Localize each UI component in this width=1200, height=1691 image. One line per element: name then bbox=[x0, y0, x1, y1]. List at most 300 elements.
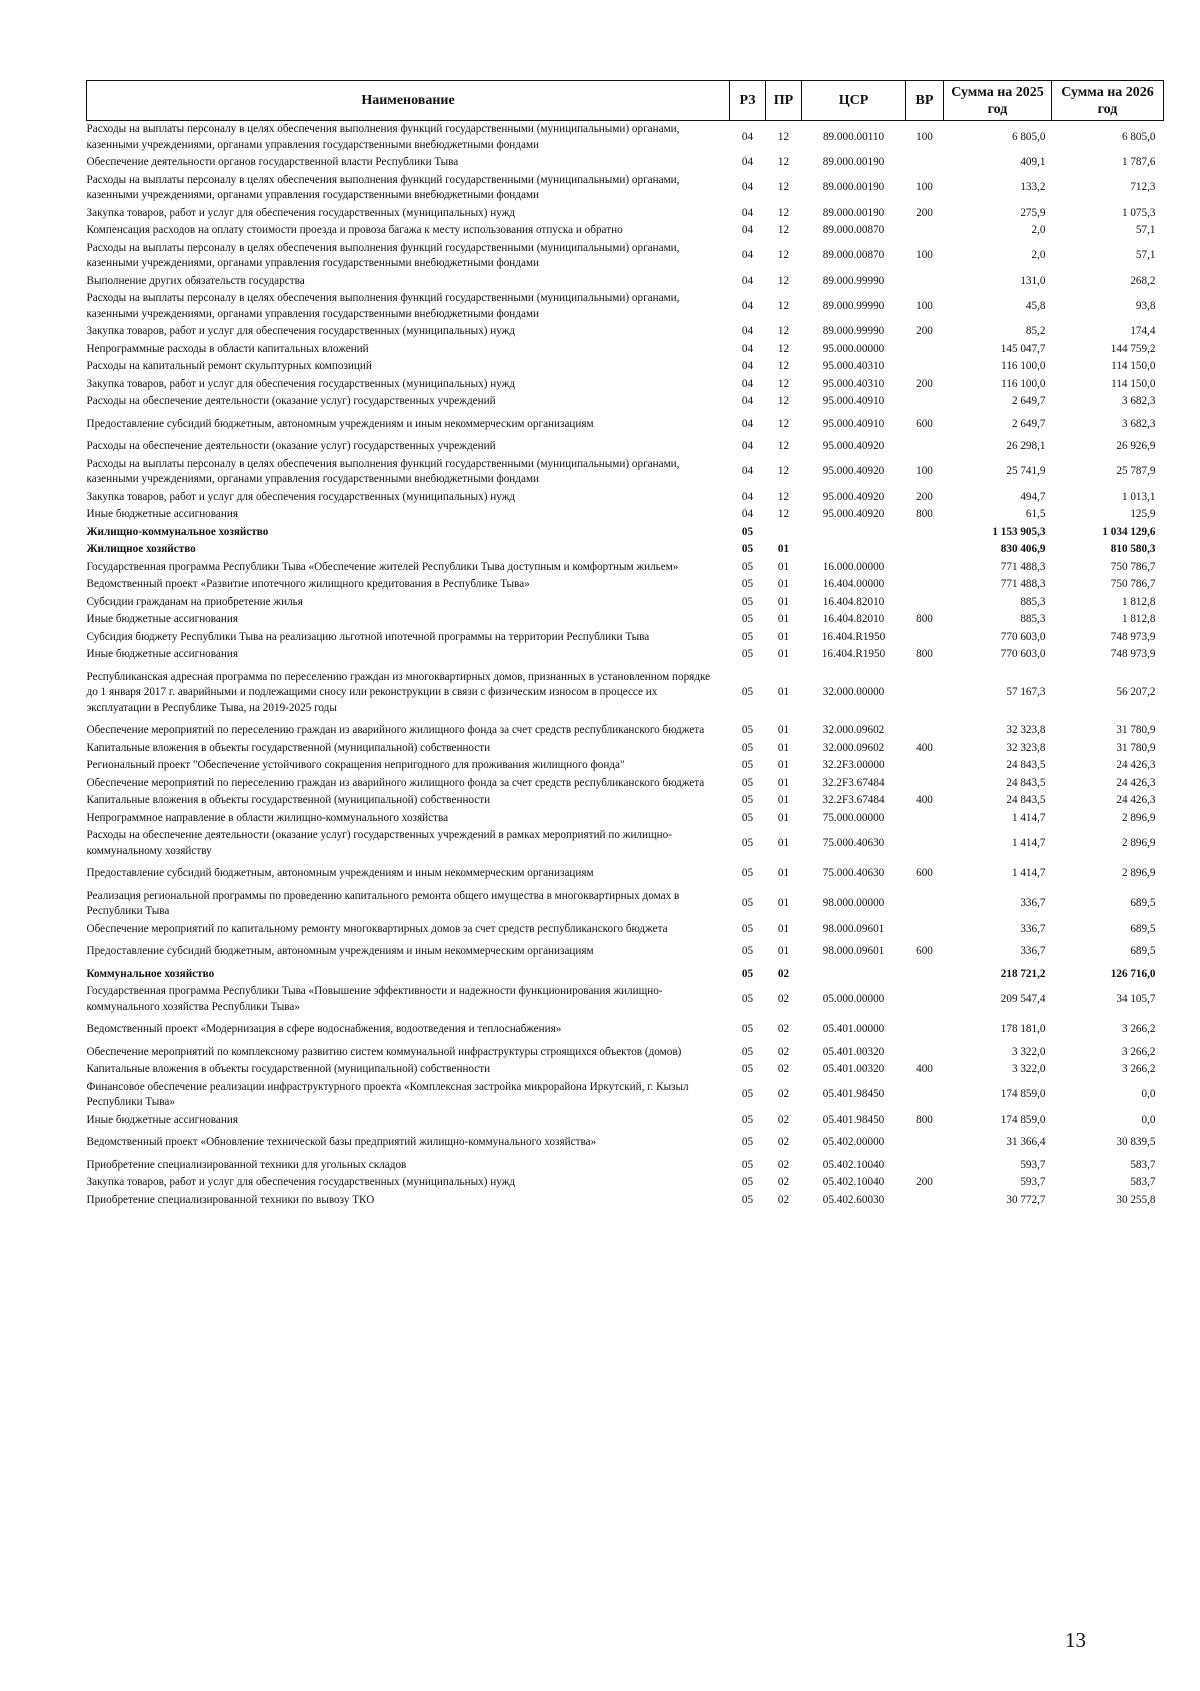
cell-name: Расходы на выплаты персоналу в целях обеспечения выполнения функций государственными (муниципальными) органами, казенными учреждениями, органами управления государственными внебюджетными фондами bbox=[86, 241, 680, 269]
cell-vr: 200 bbox=[916, 1176, 933, 1188]
cell-csr: 95.000.40910 bbox=[822, 417, 885, 430]
cell-sum-2025: 133,2 bbox=[1020, 181, 1046, 194]
cell-rz: 05 bbox=[741, 613, 754, 625]
cell-csr: 16.404.00000 bbox=[822, 578, 885, 590]
cell-name: Закупка товаров, работ и услуг для обеспечения государственных (муниципальных) нужд bbox=[86, 1176, 516, 1188]
cell-name: Иные бюджетные ассигнования bbox=[86, 613, 238, 625]
cell-vr: 100 bbox=[916, 130, 933, 143]
cell-pr: 12 bbox=[777, 249, 790, 262]
cell-sum-2026: 57,1 bbox=[1135, 224, 1156, 236]
cell-name: Капитальные вложения в объекты государственной (муниципальной) собственности bbox=[86, 741, 491, 754]
cell-rz: 05 bbox=[741, 992, 754, 1005]
cell-rz: 05 bbox=[741, 1088, 754, 1101]
cell-csr: 95.000.40910 bbox=[822, 395, 885, 407]
cell-pr: 12 bbox=[777, 395, 790, 407]
cell-sum-2025: 131,0 bbox=[1020, 274, 1046, 287]
cell-rz: 04 bbox=[741, 325, 754, 337]
cell-pr: 12 bbox=[777, 325, 790, 337]
table-row bbox=[87, 594, 1164, 612]
cell-pr: 01 bbox=[777, 945, 790, 957]
cell-rz: 05 bbox=[741, 759, 754, 771]
cell-csr: 16.000.00000 bbox=[822, 560, 885, 573]
cell-rz: 05 bbox=[741, 741, 754, 754]
cell-sum-2025: 2 649,7 bbox=[1011, 417, 1046, 430]
cell-pr: 02 bbox=[777, 1158, 790, 1171]
cell-sum-2025: 1 414,7 bbox=[1011, 867, 1046, 879]
cell-pr: 02 bbox=[777, 1113, 790, 1126]
cell-sum-2025: 494,7 bbox=[1020, 490, 1046, 503]
cell-pr: 01 bbox=[777, 613, 790, 625]
cell-rz: 05 bbox=[741, 867, 754, 879]
cell-pr: 12 bbox=[777, 181, 790, 194]
table-row bbox=[87, 1061, 1164, 1079]
header-vr: ВР bbox=[906, 81, 944, 121]
cell-sum-2025: 830 406,9 bbox=[1000, 543, 1046, 555]
cell-sum-2025: 771 488,3 bbox=[1000, 578, 1046, 590]
table-row bbox=[87, 1192, 1164, 1210]
cell-rz: 05 bbox=[741, 560, 754, 573]
cell-pr: 01 bbox=[777, 741, 790, 754]
cell-sum-2025: 61,5 bbox=[1025, 508, 1046, 520]
cell-sum-2026: 0,0 bbox=[1141, 1113, 1156, 1126]
table-row bbox=[87, 240, 1164, 273]
cell-pr: 01 bbox=[777, 897, 790, 910]
cell-vr: 800 bbox=[916, 648, 933, 660]
table-row bbox=[87, 376, 1164, 394]
cell-csr: 89.000.00870 bbox=[822, 224, 885, 236]
cell-csr: 32.000.00000 bbox=[822, 686, 885, 698]
cell-vr bbox=[906, 1152, 944, 1175]
table-row bbox=[87, 121, 1164, 155]
cell-pr: 02 bbox=[777, 1023, 790, 1035]
cell-rz: 05 bbox=[741, 1176, 754, 1188]
cell-name: Субсидия бюджету Республики Тыва на реализацию льготной ипотечной программы на территории Республики Тыва bbox=[86, 630, 650, 643]
cell-rz: 04 bbox=[741, 130, 754, 143]
cell-vr bbox=[906, 154, 944, 172]
cell-vr bbox=[906, 358, 944, 376]
cell-name: Республиканская адресная программа по переселению граждан из многоквартирных домов, признанных в установленном порядке до 1 января 2017 г. аварийными и подлежащими сносу или реконструкции в связи с физическим износом в процессе их эксплуатации в Республике Тыва, на 2019-2025 годы bbox=[86, 670, 711, 714]
table-row bbox=[87, 222, 1164, 240]
table-row bbox=[87, 860, 1164, 883]
cell-rz: 05 bbox=[741, 967, 754, 980]
table-row bbox=[87, 541, 1164, 559]
cell-rz: 05 bbox=[741, 1063, 754, 1075]
table-row bbox=[87, 646, 1164, 664]
cell-vr bbox=[906, 664, 944, 718]
cell-rz: 05 bbox=[741, 1136, 754, 1148]
cell-sum-2026: 30 255,8 bbox=[1116, 1193, 1156, 1206]
cell-pr: 12 bbox=[777, 440, 790, 452]
cell-vr: 800 bbox=[916, 508, 933, 520]
cell-pr: 12 bbox=[777, 508, 790, 520]
cell-csr: 05.401.98450 bbox=[822, 1113, 885, 1126]
cell-rz: 05 bbox=[741, 922, 754, 935]
cell-sum-2026: 57,1 bbox=[1135, 249, 1156, 262]
cell-sum-2026: 24 426,3 bbox=[1116, 794, 1156, 806]
cell-name: Расходы на выплаты персоналу в целях обеспечения выполнения функций государственными (муниципальными) органами, казенными учреждениями, органами управления государственными внебюджетными фондами bbox=[86, 123, 680, 151]
table-row bbox=[87, 456, 1164, 489]
cell-name: Жилищное хозяйство bbox=[86, 543, 196, 555]
cell-name: Государственная программа Республики Тыва «Обеспечение жителей Республики Тыва доступным и комфортным жильем» bbox=[86, 560, 679, 573]
cell-rz: 05 bbox=[741, 1113, 754, 1126]
cell-rz: 04 bbox=[741, 490, 754, 503]
cell-sum-2025: 3 322,0 bbox=[1011, 1045, 1046, 1058]
cell-csr: 95.000.40920 bbox=[822, 440, 885, 452]
table-row bbox=[87, 1152, 1164, 1175]
cell-rz: 05 bbox=[741, 897, 754, 910]
cell-sum-2026: 2 896,9 bbox=[1121, 867, 1156, 879]
cell-rz: 04 bbox=[741, 224, 754, 236]
cell-rz: 05 bbox=[741, 595, 754, 608]
table-row bbox=[87, 1079, 1164, 1112]
cell-sum-2026: 748 973,9 bbox=[1110, 648, 1156, 660]
cell-sum-2026: 30 839,5 bbox=[1116, 1136, 1156, 1148]
cell-pr: 01 bbox=[777, 560, 790, 573]
table-row bbox=[87, 983, 1164, 1016]
cell-rz: 05 bbox=[741, 578, 754, 590]
cell-pr: 01 bbox=[777, 578, 790, 590]
header-pr: ПР bbox=[766, 81, 802, 121]
table-row bbox=[87, 290, 1164, 323]
cell-name: Приобретение специализированной техники по вывозу ТКО bbox=[86, 1193, 375, 1206]
table-row bbox=[87, 433, 1164, 456]
cell-pr: 01 bbox=[777, 724, 790, 736]
cell-name: Расходы на выплаты персоналу в целях обеспечения выполнения функций государственными (муниципальными) органами, казенными учреждениями, органами управления государственными внебюджетными фондами bbox=[86, 292, 680, 320]
cell-sum-2026: 1 013,1 bbox=[1121, 490, 1156, 503]
cell-rz: 05 bbox=[741, 648, 754, 660]
cell-name: Жилищно-коммунальное хозяйство bbox=[86, 525, 269, 538]
cell-sum-2026: 3 266,2 bbox=[1121, 1023, 1156, 1035]
cell-sum-2025: 145 047,7 bbox=[1000, 342, 1046, 355]
cell-csr: 75.000.40630 bbox=[822, 867, 885, 879]
cell-csr bbox=[802, 524, 906, 542]
cell-rz: 05 bbox=[741, 794, 754, 806]
cell-csr: 05.402.10040 bbox=[822, 1158, 885, 1171]
cell-vr bbox=[906, 775, 944, 793]
cell-pr: 12 bbox=[777, 206, 790, 219]
table-row bbox=[87, 172, 1164, 205]
cell-pr: 12 bbox=[777, 130, 790, 143]
table-row bbox=[87, 883, 1164, 921]
cell-vr: 400 bbox=[916, 794, 933, 806]
cell-vr: 200 bbox=[916, 325, 933, 337]
cell-vr bbox=[906, 629, 944, 647]
cell-vr bbox=[906, 433, 944, 456]
budget-table-page bbox=[86, 80, 1163, 1209]
table-row bbox=[87, 1129, 1164, 1152]
cell-sum-2025: 116 100,0 bbox=[1001, 377, 1046, 390]
cell-name: Расходы на обеспечение деятельности (оказание услуг) государственных учреждений в рамках мероприятий по жилищно-коммунальному хозяйству bbox=[86, 829, 672, 857]
table-row bbox=[87, 411, 1164, 434]
table-row bbox=[87, 341, 1164, 359]
table-row bbox=[87, 921, 1164, 939]
cell-sum-2025: 32 323,8 bbox=[1006, 724, 1046, 736]
cell-name: Финансовое обеспечение реализации инфраструктурного проекта «Комплексная застройка микрорайона Иркутский, г. Кызыл Республики Тыва» bbox=[86, 1080, 689, 1108]
table-row bbox=[87, 393, 1164, 411]
cell-rz: 04 bbox=[741, 360, 754, 372]
cell-sum-2025: 174 859,0 bbox=[1000, 1113, 1046, 1126]
cell-rz: 05 bbox=[741, 686, 754, 698]
page-number: 13 bbox=[1065, 1628, 1086, 1652]
cell-csr: 75.000.40630 bbox=[822, 836, 885, 849]
cell-vr bbox=[906, 717, 944, 740]
cell-sum-2025: 770 603,0 bbox=[1000, 648, 1046, 660]
table-row bbox=[87, 792, 1164, 810]
cell-sum-2026: 126 716,0 bbox=[1110, 967, 1156, 980]
table-row bbox=[87, 323, 1164, 341]
cell-sum-2025: 593,7 bbox=[1020, 1158, 1046, 1171]
cell-csr: 98.000.00000 bbox=[822, 897, 885, 910]
cell-name: Закупка товаров, работ и услуг для обеспечения государственных (муниципальных) нужд bbox=[86, 377, 516, 390]
table-row bbox=[87, 740, 1164, 758]
cell-csr: 98.000.09601 bbox=[822, 922, 885, 935]
cell-sum-2025: 6 805,0 bbox=[1011, 130, 1046, 143]
cell-sum-2025: 45,8 bbox=[1025, 299, 1046, 312]
cell-csr: 16.404.R1950 bbox=[821, 630, 886, 643]
cell-vr: 800 bbox=[916, 613, 933, 625]
cell-name: Выполнение других обязательств государства bbox=[86, 274, 305, 287]
table-row bbox=[87, 1112, 1164, 1130]
cell-csr: 05.401.00320 bbox=[822, 1063, 885, 1075]
cell-sum-2026: 2 896,9 bbox=[1121, 811, 1156, 824]
cell-pr: 12 bbox=[777, 377, 790, 390]
cell-rz: 05 bbox=[741, 836, 754, 849]
cell-sum-2026: 2 896,9 bbox=[1121, 836, 1156, 849]
cell-csr: 32.2F3.00000 bbox=[822, 759, 885, 771]
header-sum-2026: Сумма на 2026 год bbox=[1052, 81, 1164, 121]
cell-sum-2026: 125,9 bbox=[1130, 508, 1156, 520]
cell-rz: 04 bbox=[741, 417, 754, 430]
cell-sum-2025: 336,7 bbox=[1020, 922, 1046, 935]
cell-rz: 04 bbox=[741, 206, 754, 219]
table-row bbox=[87, 524, 1164, 542]
cell-vr: 800 bbox=[916, 1113, 933, 1126]
cell-sum-2026: 31 780,9 bbox=[1116, 741, 1156, 754]
cell-sum-2025: 24 843,5 bbox=[1006, 759, 1046, 771]
cell-sum-2026: 689,5 bbox=[1130, 945, 1156, 957]
cell-sum-2025: 336,7 bbox=[1020, 945, 1046, 957]
table-row bbox=[87, 827, 1164, 860]
cell-name: Расходы на выплаты персоналу в целях обеспечения выполнения функций государственными (муниципальными) органами, казенными учреждениями, органами управления государственными внебюджетными фондами bbox=[86, 173, 680, 201]
cell-vr: 400 bbox=[916, 741, 933, 754]
cell-pr: 02 bbox=[777, 967, 790, 980]
cell-csr: 05.402.10040 bbox=[822, 1176, 885, 1188]
cell-sum-2025: 116 100,0 bbox=[1001, 360, 1046, 372]
cell-csr: 05.401.00320 bbox=[822, 1045, 885, 1058]
cell-sum-2026: 1 075,3 bbox=[1121, 206, 1156, 219]
table-header bbox=[87, 81, 1164, 121]
cell-rz: 05 bbox=[741, 1158, 754, 1171]
cell-pr: 01 bbox=[777, 595, 790, 608]
cell-rz: 04 bbox=[741, 156, 754, 168]
cell-sum-2025: 57 167,3 bbox=[1006, 686, 1046, 698]
cell-pr: 02 bbox=[777, 1088, 790, 1101]
cell-sum-2025: 770 603,0 bbox=[1000, 630, 1046, 643]
cell-pr: 01 bbox=[777, 836, 790, 849]
cell-pr: 02 bbox=[777, 1063, 790, 1075]
cell-csr: 95.000.40920 bbox=[822, 508, 885, 520]
cell-sum-2026: 114 150,0 bbox=[1111, 360, 1156, 372]
cell-name: Государственная программа Республики Тыва «Повышение эффективности и надежности функционирования жилищно-коммунального хозяйства Республики Тыва» bbox=[86, 985, 663, 1013]
cell-vr bbox=[906, 1192, 944, 1210]
cell-sum-2026: 750 786,7 bbox=[1110, 578, 1156, 590]
cell-pr: 01 bbox=[777, 867, 790, 879]
cell-csr bbox=[802, 541, 906, 559]
cell-sum-2025: 85,2 bbox=[1025, 325, 1046, 337]
cell-rz: 04 bbox=[741, 249, 754, 262]
cell-name: Обеспечение деятельности органов государственной власти Республики Тыва bbox=[86, 156, 459, 168]
cell-vr: 600 bbox=[916, 867, 933, 879]
cell-csr: 89.000.00110 bbox=[822, 130, 885, 143]
cell-rz: 05 bbox=[741, 776, 754, 789]
cell-sum-2025: 3 322,0 bbox=[1011, 1063, 1046, 1075]
cell-pr: 01 bbox=[777, 811, 790, 824]
cell-pr: 01 bbox=[777, 543, 790, 555]
table-row bbox=[87, 205, 1164, 223]
cell-rz: 05 bbox=[741, 525, 754, 538]
cell-csr: 05.402.00000 bbox=[822, 1136, 885, 1148]
cell-pr: 12 bbox=[777, 417, 790, 430]
cell-vr bbox=[906, 594, 944, 612]
cell-sum-2025: 32 323,8 bbox=[1006, 741, 1046, 754]
cell-name: Обеспечение мероприятий по комплексному развитию систем коммунальной инфраструктуры строящихся объектов (домов) bbox=[86, 1045, 682, 1058]
cell-pr: 12 bbox=[777, 299, 790, 312]
cell-vr bbox=[906, 1129, 944, 1152]
cell-vr: 100 bbox=[916, 465, 933, 478]
cell-sum-2026: 583,7 bbox=[1130, 1158, 1156, 1171]
cell-sum-2026: 583,7 bbox=[1130, 1176, 1156, 1188]
cell-csr: 16.404.82010 bbox=[822, 613, 885, 625]
cell-sum-2026: 1 787,6 bbox=[1121, 156, 1156, 168]
cell-sum-2025: 209 547,4 bbox=[1000, 992, 1046, 1005]
cell-csr: 95.000.40310 bbox=[822, 377, 885, 390]
cell-pr: 02 bbox=[777, 1045, 790, 1058]
table-row bbox=[87, 664, 1164, 718]
table-row bbox=[87, 938, 1164, 961]
table-row bbox=[87, 506, 1164, 524]
cell-sum-2025: 593,7 bbox=[1020, 1176, 1046, 1188]
table-row bbox=[87, 611, 1164, 629]
cell-vr bbox=[906, 576, 944, 594]
cell-csr: 89.000.99990 bbox=[822, 299, 885, 312]
cell-name: Региональный проект "Обеспечение устойчивого сокращения непригодного для проживания жилищного фонда" bbox=[86, 759, 625, 771]
cell-sum-2026: 3 266,2 bbox=[1121, 1063, 1156, 1075]
cell-pr bbox=[766, 524, 802, 542]
cell-csr: 95.000.40920 bbox=[822, 490, 885, 503]
header-sum-2025: Сумма на 2025 год bbox=[944, 81, 1052, 121]
cell-sum-2025: 2 649,7 bbox=[1011, 395, 1046, 407]
cell-vr bbox=[906, 1039, 944, 1062]
header-csr: ЦСР bbox=[802, 81, 906, 121]
cell-vr bbox=[906, 524, 944, 542]
cell-sum-2025: 24 843,5 bbox=[1006, 794, 1046, 806]
cell-sum-2026: 144 759,2 bbox=[1110, 342, 1156, 355]
cell-vr bbox=[906, 1016, 944, 1039]
table-row bbox=[87, 961, 1164, 984]
cell-rz: 05 bbox=[741, 1193, 754, 1206]
cell-sum-2026: 748 973,9 bbox=[1110, 630, 1156, 643]
cell-sum-2025: 218 721,2 bbox=[1000, 967, 1046, 980]
cell-pr: 02 bbox=[777, 1193, 790, 1206]
cell-sum-2025: 178 181,0 bbox=[1000, 1023, 1046, 1035]
cell-vr: 400 bbox=[916, 1063, 933, 1075]
cell-vr bbox=[906, 883, 944, 921]
cell-pr: 01 bbox=[777, 794, 790, 806]
cell-sum-2026: 24 426,3 bbox=[1116, 776, 1156, 789]
cell-sum-2026: 3 682,3 bbox=[1121, 417, 1156, 430]
cell-name: Ведомственный проект «Модернизация в сфере водоснабжения, водоотведения и теплоснабжения» bbox=[86, 1023, 562, 1035]
cell-sum-2025: 409,1 bbox=[1020, 156, 1046, 168]
table-row bbox=[87, 629, 1164, 647]
cell-csr: 32.2F3.67484 bbox=[822, 776, 885, 789]
cell-sum-2026: 26 926,9 bbox=[1116, 440, 1156, 452]
cell-csr: 95.000.00000 bbox=[822, 342, 885, 355]
cell-name: Закупка товаров, работ и услуг для обеспечения государственных (муниципальных) нужд bbox=[86, 325, 516, 337]
table-row bbox=[87, 1016, 1164, 1039]
cell-name: Расходы на обеспечение деятельности (оказание услуг) государственных учреждений bbox=[86, 440, 496, 452]
cell-name: Реализация региональной программы по проведению капитального ремонта общего имущества в многоквартирных домах в Республики Тыва bbox=[86, 889, 680, 917]
cell-name: Капитальные вложения в объекты государственной (муниципальной) собственности bbox=[86, 794, 491, 806]
cell-sum-2026: 24 426,3 bbox=[1116, 759, 1156, 771]
cell-vr bbox=[906, 393, 944, 411]
cell-vr: 100 bbox=[916, 299, 933, 312]
cell-vr: 200 bbox=[916, 377, 933, 390]
cell-sum-2026: 689,5 bbox=[1130, 922, 1156, 935]
cell-pr: 02 bbox=[777, 1136, 790, 1148]
cell-sum-2026: 93,8 bbox=[1135, 299, 1156, 312]
cell-sum-2026: 56 207,2 bbox=[1116, 686, 1156, 698]
cell-name: Непрограммные расходы в области капитальных вложений bbox=[86, 342, 369, 355]
cell-sum-2026: 1 812,8 bbox=[1121, 595, 1156, 608]
cell-name: Ведомственный проект «Развитие ипотечного жилищного кредитования в Республике Тыва» bbox=[86, 578, 530, 590]
cell-sum-2026: 3 266,2 bbox=[1121, 1045, 1156, 1058]
cell-name: Компенсация расходов на оплату стоимости проезда и провоза багажа к месту использования отпуска и обратно bbox=[86, 224, 623, 236]
table-row bbox=[87, 775, 1164, 793]
cell-pr: 01 bbox=[777, 776, 790, 789]
cell-sum-2025: 31 366,4 bbox=[1006, 1136, 1046, 1148]
cell-pr: 01 bbox=[777, 648, 790, 660]
cell-name: Иные бюджетные ассигнования bbox=[86, 648, 238, 660]
cell-name: Иные бюджетные ассигнования bbox=[86, 508, 238, 520]
cell-vr bbox=[906, 273, 944, 291]
cell-name: Ведомственный проект «Обновление технической базы предприятий жилищно-коммунального хозяйства» bbox=[86, 1136, 597, 1148]
cell-name: Расходы на выплаты персоналу в целях обеспечения выполнения функций государственными (муниципальными) органами, казенными учреждениями, органами управления государственными внебюджетными фондами bbox=[86, 457, 680, 485]
cell-sum-2025: 26 298,1 bbox=[1006, 440, 1046, 452]
cell-rz: 05 bbox=[741, 945, 754, 957]
cell-name: Иные бюджетные ассигнования bbox=[86, 1113, 238, 1126]
cell-sum-2026: 1 812,8 bbox=[1121, 613, 1156, 625]
cell-csr: 89.000.99990 bbox=[822, 325, 885, 337]
cell-csr: 05.000.00000 bbox=[822, 992, 885, 1005]
cell-name: Коммунальное хозяйство bbox=[86, 967, 215, 980]
header-name: Наименование bbox=[87, 81, 730, 121]
cell-csr: 89.000.00190 bbox=[822, 156, 885, 168]
cell-rz: 04 bbox=[741, 342, 754, 355]
cell-vr bbox=[906, 541, 944, 559]
cell-pr: 01 bbox=[777, 630, 790, 643]
cell-name: Расходы на обеспечение деятельности (оказание услуг) государственных учреждений bbox=[86, 395, 496, 407]
cell-sum-2026: 689,5 bbox=[1130, 897, 1156, 910]
cell-pr: 12 bbox=[777, 490, 790, 503]
cell-sum-2025: 1 414,7 bbox=[1011, 811, 1046, 824]
cell-vr: 100 bbox=[916, 181, 933, 194]
cell-csr: 05.401.98450 bbox=[822, 1088, 885, 1101]
table-row bbox=[87, 154, 1164, 172]
cell-name: Обеспечение мероприятий по капитальному ремонту многоквартирных домов за счет средств республиканского бюджета bbox=[86, 922, 668, 935]
cell-sum-2026: 268,2 bbox=[1130, 274, 1156, 287]
cell-csr: 32.000.09602 bbox=[822, 724, 885, 736]
cell-pr: 02 bbox=[777, 1176, 790, 1188]
